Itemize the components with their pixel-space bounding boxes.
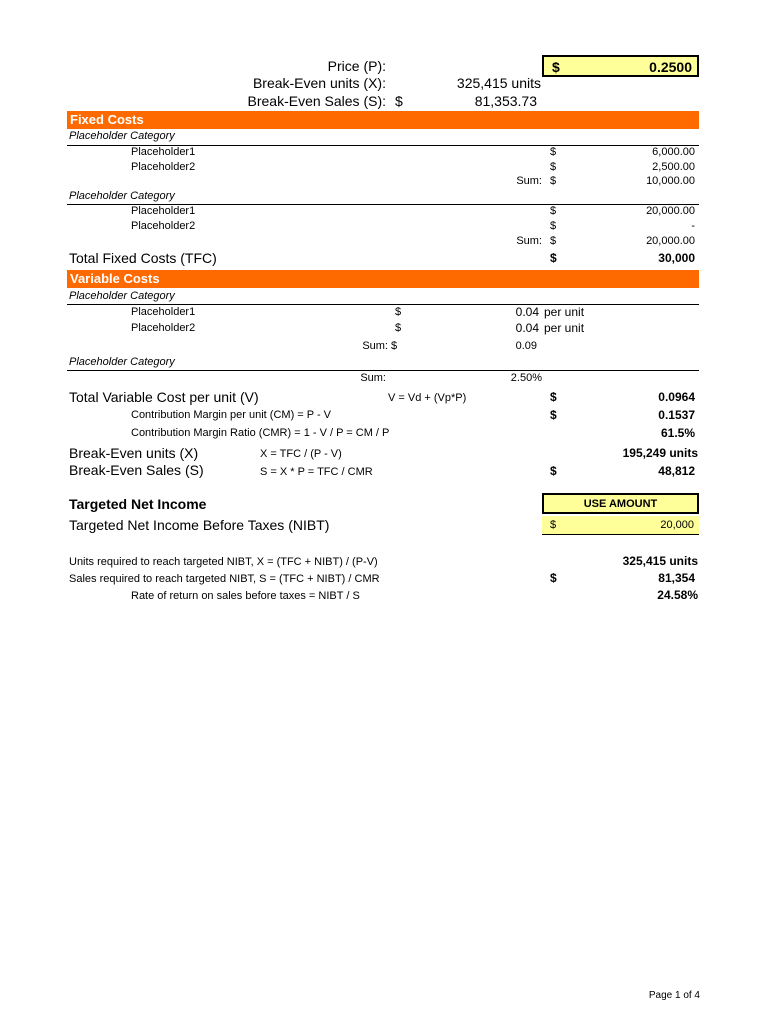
fixed-item-2-2-name: Placeholder2 bbox=[131, 220, 196, 232]
units-required-label: Units required to reach targeted NIBT, X = (TFC + NIBT) / (P-V) bbox=[69, 556, 378, 568]
divider bbox=[67, 304, 699, 305]
fixed-item-1-2-currency: $ bbox=[550, 161, 557, 173]
break-even-units-formula: X = TFC / (P - V) bbox=[260, 448, 342, 460]
total-fixed-costs-label: Total Fixed Costs (TFC) bbox=[69, 250, 217, 266]
variable-item-2-value: 0.04 bbox=[515, 321, 539, 335]
variable-item-2-unit: per unit bbox=[544, 321, 585, 335]
variable-costs-header: Variable Costs bbox=[67, 270, 699, 288]
total-variable-cost-value: 0.0964 bbox=[658, 390, 695, 404]
fixed-item-2-1-value: 20,000.00 bbox=[646, 205, 695, 217]
break-even-units-value: 195,249 units bbox=[622, 446, 698, 460]
variable-item-1-unit: per unit bbox=[544, 305, 585, 319]
variable-sum-1-value: 0.09 bbox=[515, 340, 537, 352]
break-even-sales-formula: S = X * P = TFC / CMR bbox=[260, 466, 373, 478]
divider bbox=[67, 370, 699, 371]
sales-required-label: Sales required to reach targeted NIBT, S = (TFC + NIBT) / CMR bbox=[69, 573, 380, 585]
contribution-margin-ratio-label: Contribution Margin Ratio (CMR) = 1 - V / P = CM / P bbox=[131, 427, 390, 439]
break-even-sales-label: Break-Even Sales (S) bbox=[69, 462, 204, 478]
variable-item-1-currency: $ bbox=[395, 306, 402, 318]
total-fixed-costs-value: 30,000 bbox=[658, 251, 695, 265]
price-currency: $ bbox=[552, 59, 560, 75]
contribution-margin-value: 0.1537 bbox=[658, 408, 695, 422]
variable-sum-2-value: 2.50% bbox=[510, 372, 542, 384]
fixed-item-1-1-value: 6,000.00 bbox=[652, 146, 695, 158]
fixed-costs-header: Fixed Costs bbox=[67, 111, 699, 129]
units-required-value: 325,415 units bbox=[622, 554, 698, 568]
total-variable-cost-currency: $ bbox=[550, 390, 557, 404]
price-input-cell[interactable] bbox=[542, 55, 699, 77]
be-sales-currency: $ bbox=[395, 93, 403, 109]
sales-required-currency: $ bbox=[550, 571, 557, 585]
variable-item-1-value: 0.04 bbox=[515, 305, 539, 319]
variable-item-1-name: Placeholder1 bbox=[131, 306, 196, 318]
page-number: Page 1 of 4 bbox=[648, 990, 700, 1001]
break-even-sales-value: 48,812 bbox=[658, 464, 695, 478]
fixed-item-1-2-name: Placeholder2 bbox=[131, 161, 196, 173]
break-even-units-label: Break-Even units (X) bbox=[69, 445, 199, 461]
fixed-category-2: Placeholder Category bbox=[69, 190, 175, 202]
be-units-label: Break-Even units (X): bbox=[252, 75, 386, 91]
use-amount-label: USE AMOUNT bbox=[583, 498, 658, 510]
fixed-sum-1-label: Sum: bbox=[516, 175, 542, 187]
contribution-margin-label: Contribution Margin per unit (CM) = P - V bbox=[131, 409, 332, 421]
variable-sum-1-currency: $ bbox=[391, 340, 398, 352]
be-units-value: 325,415 units bbox=[456, 75, 541, 91]
fixed-item-2-1-name: Placeholder1 bbox=[131, 205, 196, 217]
rate-of-return-value: 24.58% bbox=[657, 588, 698, 602]
fixed-item-1-1-name: Placeholder1 bbox=[131, 146, 196, 158]
nibt-label: Targeted Net Income Before Taxes (NIBT) bbox=[69, 517, 330, 533]
fixed-category-1: Placeholder Category bbox=[69, 130, 175, 142]
fixed-sum-2-value: 20,000.00 bbox=[646, 235, 695, 247]
sales-required-value: 81,354 bbox=[658, 571, 695, 585]
price-label: Price (P): bbox=[327, 58, 386, 74]
be-sales-label: Break-Even Sales (S): bbox=[247, 93, 386, 109]
variable-category-2: Placeholder Category bbox=[69, 356, 175, 368]
variable-category-1: Placeholder Category bbox=[69, 290, 175, 302]
fixed-item-2-2-value: - bbox=[691, 220, 695, 232]
variable-sum-1-label: Sum: bbox=[362, 340, 388, 352]
fixed-sum-2-label: Sum: bbox=[516, 235, 542, 247]
fixed-sum-1-value: 10,000.00 bbox=[646, 175, 695, 187]
fixed-sum-1-currency: $ bbox=[550, 175, 557, 187]
use-amount-cell[interactable] bbox=[542, 493, 699, 514]
nibt-currency: $ bbox=[550, 519, 557, 531]
contribution-margin-ratio-value: 61.5% bbox=[660, 426, 695, 440]
break-even-sales-currency: $ bbox=[550, 464, 557, 478]
nibt-input-cell[interactable] bbox=[542, 516, 699, 535]
variable-item-2-name: Placeholder2 bbox=[131, 322, 196, 334]
contribution-margin-currency: $ bbox=[550, 408, 557, 422]
total-variable-cost-formula: V = Vd + (Vp*P) bbox=[388, 392, 467, 404]
total-fixed-costs-currency: $ bbox=[550, 251, 557, 265]
total-variable-cost-label: Total Variable Cost per unit (V) bbox=[69, 389, 259, 405]
fixed-sum-2-currency: $ bbox=[550, 235, 557, 247]
variable-item-2-currency: $ bbox=[395, 322, 402, 334]
variable-sum-2-label: Sum: bbox=[360, 372, 386, 384]
targeted-net-income-title: Targeted Net Income bbox=[69, 496, 207, 512]
price-value: 0.2500 bbox=[649, 59, 692, 75]
fixed-item-1-2-value: 2,500.00 bbox=[652, 161, 695, 173]
rate-of-return-label: Rate of return on sales before taxes = NIBT / S bbox=[131, 590, 360, 602]
fixed-item-1-1-currency: $ bbox=[550, 146, 557, 158]
fixed-item-2-2-currency: $ bbox=[550, 220, 557, 232]
nibt-value: 20,000 bbox=[660, 519, 694, 531]
fixed-item-2-1-currency: $ bbox=[550, 205, 557, 217]
be-sales-value: 81,353.73 bbox=[474, 93, 537, 109]
